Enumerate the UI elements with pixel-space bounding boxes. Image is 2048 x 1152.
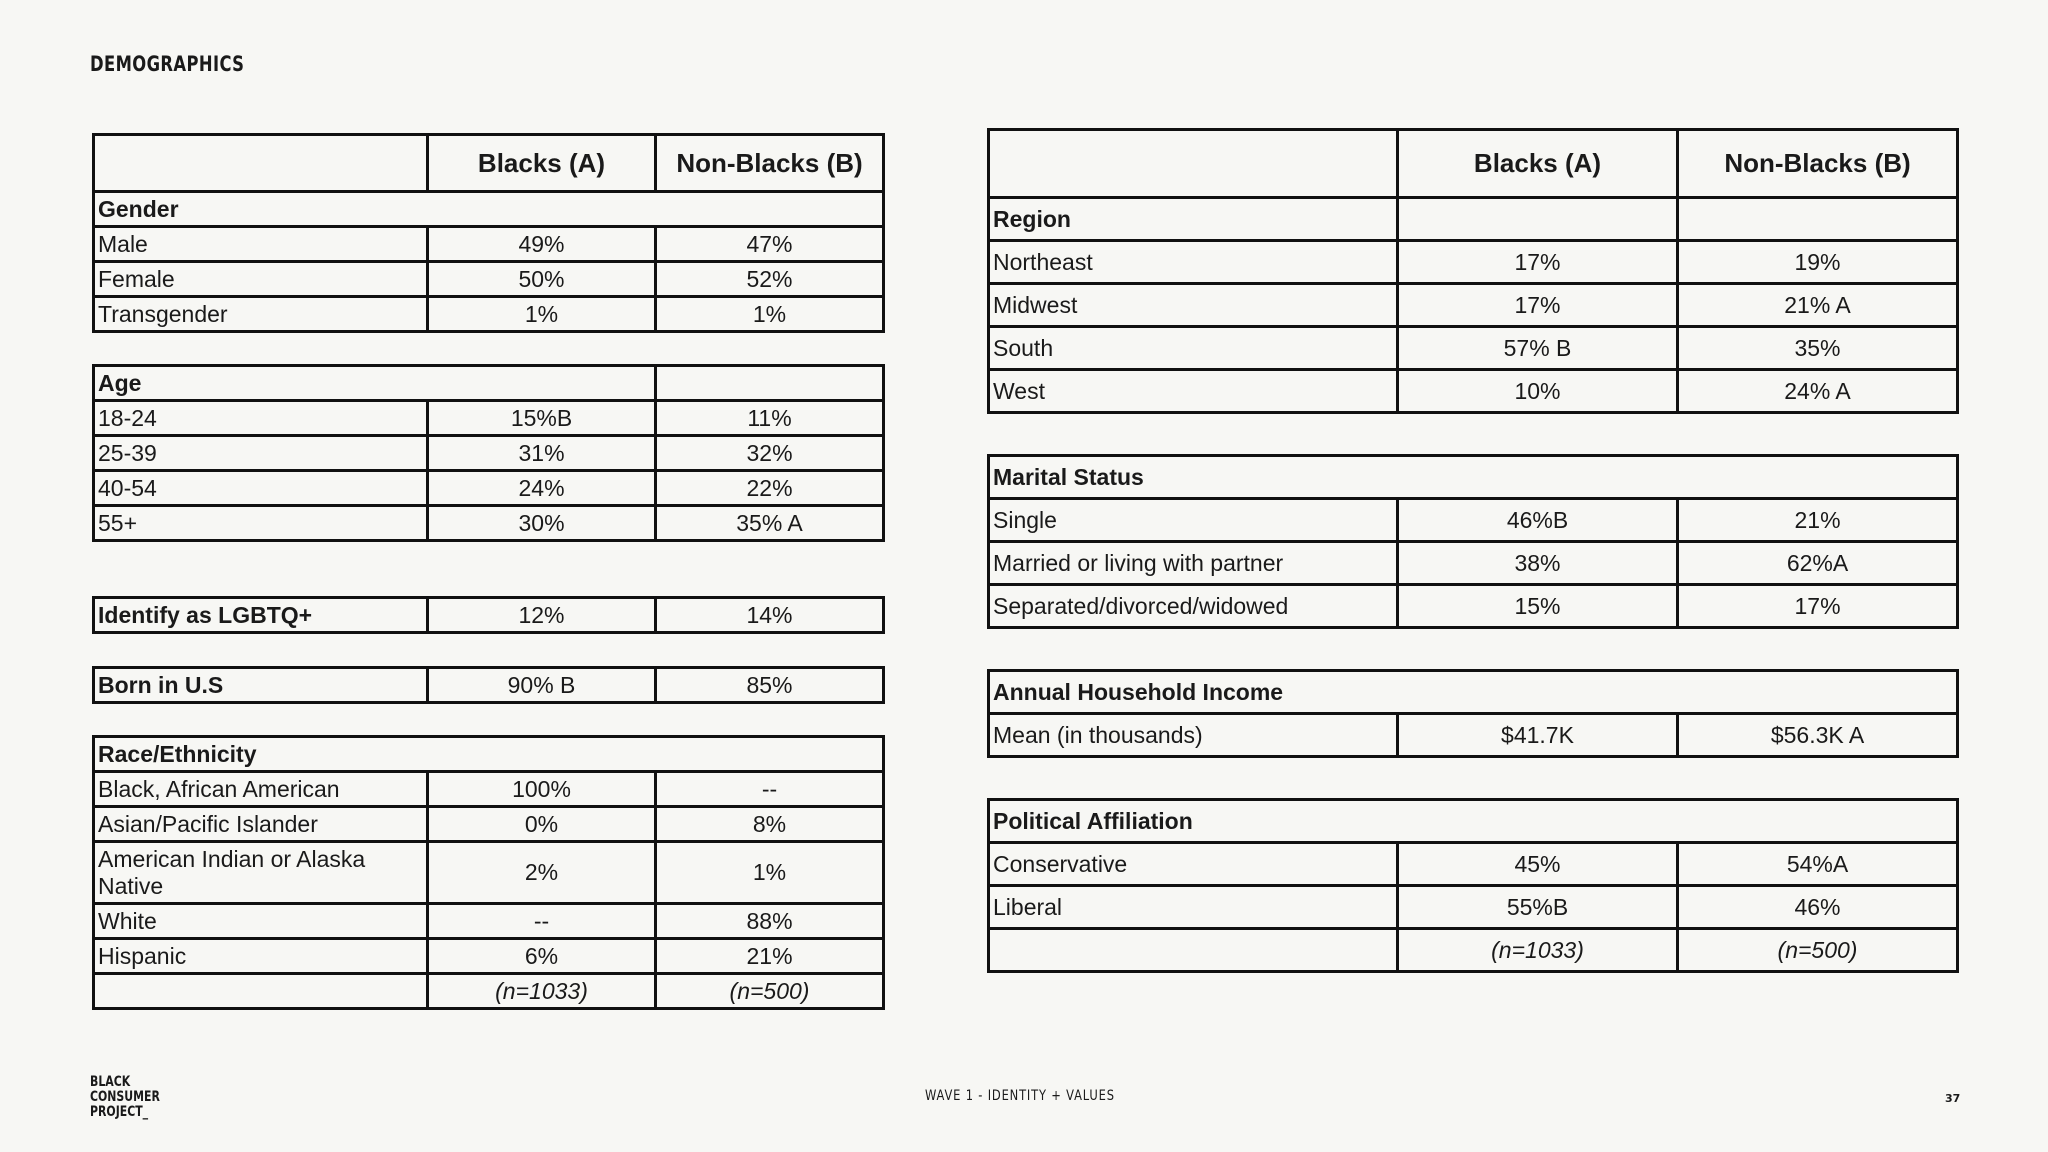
table-row [94, 904, 884, 939]
row-label: Transgender [94, 297, 428, 332]
row-label: Northeast [989, 241, 1398, 284]
table-row [94, 506, 884, 541]
header-blank [989, 130, 1398, 198]
value-b: $56.3K A [1678, 714, 1958, 757]
footer-section-label: WAVE 1 - IDENTITY + VALUES [925, 1088, 1115, 1104]
value-a: 12% [428, 598, 656, 633]
column-header-blacks: Blacks (A) [428, 135, 656, 192]
table-row [989, 714, 1958, 757]
header-blank [94, 135, 428, 192]
section-title-marital: Marital Status [989, 456, 1958, 499]
row-label: 55+ [94, 506, 428, 541]
value-a: 15% [1398, 585, 1678, 628]
region-table [987, 128, 1959, 414]
value-a: 46%B [1398, 499, 1678, 542]
row-label: American Indian or Alaska Native [94, 842, 428, 904]
table-row [989, 327, 1958, 370]
value-a: 31% [428, 436, 656, 471]
value-a: 50% [428, 262, 656, 297]
table-row [989, 843, 1958, 886]
page-number: 37 [1945, 1092, 1961, 1105]
value-b: 54%A [1678, 843, 1958, 886]
table-row [94, 807, 884, 842]
value-a: 55%B [1398, 886, 1678, 929]
logo [90, 1075, 160, 1120]
value-b: 62%A [1678, 542, 1958, 585]
lgbtq-table [92, 596, 885, 634]
value-a: 10% [1398, 370, 1678, 413]
value-b: 11% [656, 401, 884, 436]
value-a: 45% [1398, 843, 1678, 886]
value-b: -- [656, 772, 884, 807]
value-a: 38% [1398, 542, 1678, 585]
row-label: Born in U.S [94, 668, 428, 703]
income-table [987, 669, 1959, 758]
row-label: Black, African American [94, 772, 428, 807]
value-b: 1% [656, 842, 884, 904]
table-row [989, 542, 1958, 585]
table-row [989, 370, 1958, 413]
value-a: 6% [428, 939, 656, 974]
row-label: Hispanic [94, 939, 428, 974]
sample-size-row [94, 974, 884, 1009]
row-label: Liberal [989, 886, 1398, 929]
value-b: 52% [656, 262, 884, 297]
table-row [94, 842, 884, 904]
value-b: 8% [656, 807, 884, 842]
column-header-blacks: Blacks (A) [1398, 130, 1678, 198]
value-b: 19% [1678, 241, 1958, 284]
value-b: 88% [656, 904, 884, 939]
value-b: 24% A [1678, 370, 1958, 413]
table-row [94, 471, 884, 506]
value-a: 2% [428, 842, 656, 904]
value-b: 14% [656, 598, 884, 633]
row-label: Conservative [989, 843, 1398, 886]
column-header-non-blacks: Non-Blacks (B) [1678, 130, 1958, 198]
race-table [92, 735, 885, 1010]
table-row [94, 668, 884, 703]
row-label: White [94, 904, 428, 939]
logo-line: BLACK [90, 1074, 131, 1090]
row-label: Asian/Pacific Islander [94, 807, 428, 842]
row-label: Separated/divorced/widowed [989, 585, 1398, 628]
political-table [987, 798, 1959, 973]
value-b: 21% A [1678, 284, 1958, 327]
value-a: $41.7K [1398, 714, 1678, 757]
table-row [989, 241, 1958, 284]
value-a: 30% [428, 506, 656, 541]
sample-size-row [989, 929, 1958, 972]
table-row [989, 284, 1958, 327]
table-row [989, 499, 1958, 542]
born-table [92, 666, 885, 704]
value-a: 17% [1398, 284, 1678, 327]
row-label: 40-54 [94, 471, 428, 506]
value-b: 47% [656, 227, 884, 262]
sample-size-a: (n=1033) [1398, 929, 1678, 972]
value-b: 35% [1678, 327, 1958, 370]
gender-table [92, 133, 885, 333]
row-label: 18-24 [94, 401, 428, 436]
table-row [94, 401, 884, 436]
value-b: 21% [1678, 499, 1958, 542]
table-row [94, 227, 884, 262]
value-b: 85% [656, 668, 884, 703]
table-row [989, 585, 1958, 628]
row-label: West [989, 370, 1398, 413]
empty-cell [1398, 198, 1678, 241]
section-title-race: Race/Ethnicity [94, 737, 884, 772]
table-row [94, 436, 884, 471]
empty-cell [656, 366, 884, 401]
value-b: 22% [656, 471, 884, 506]
marital-table [987, 454, 1959, 629]
empty-cell [989, 929, 1398, 972]
value-a: 49% [428, 227, 656, 262]
row-label: Married or living with partner [989, 542, 1398, 585]
sample-size-b: (n=500) [1678, 929, 1958, 972]
table-row [94, 598, 884, 633]
section-title-political: Political Affiliation [989, 800, 1958, 843]
row-label: 25-39 [94, 436, 428, 471]
value-a: 57% B [1398, 327, 1678, 370]
logo-line: CONSUMER [90, 1089, 160, 1105]
value-b: 17% [1678, 585, 1958, 628]
row-label: Male [94, 227, 428, 262]
age-table [92, 364, 885, 542]
table-row [94, 772, 884, 807]
table-row [94, 939, 884, 974]
sample-size-a: (n=1033) [428, 974, 656, 1009]
value-b: 21% [656, 939, 884, 974]
row-label: Midwest [989, 284, 1398, 327]
row-label: Mean (in thousands) [989, 714, 1398, 757]
row-label: Single [989, 499, 1398, 542]
value-a: -- [428, 904, 656, 939]
value-b: 46% [1678, 886, 1958, 929]
logo-line: PROJECT_ [90, 1104, 149, 1120]
value-a: 1% [428, 297, 656, 332]
section-title-income: Annual Household Income [989, 671, 1958, 714]
row-label: Female [94, 262, 428, 297]
section-title-age: Age [94, 366, 656, 401]
value-b: 35% A [656, 506, 884, 541]
row-label: Identify as LGBTQ+ [94, 598, 428, 633]
empty-cell [94, 974, 428, 1009]
column-header-non-blacks: Non-Blacks (B) [656, 135, 884, 192]
table-row [989, 886, 1958, 929]
table-row [94, 262, 884, 297]
page-title: DEMOGRAPHICS [90, 52, 245, 76]
value-a: 90% B [428, 668, 656, 703]
value-a: 15%B [428, 401, 656, 436]
value-a: 0% [428, 807, 656, 842]
section-title-region: Region [989, 198, 1398, 241]
value-a: 17% [1398, 241, 1678, 284]
row-label: South [989, 327, 1398, 370]
value-b: 1% [656, 297, 884, 332]
empty-cell [1678, 198, 1958, 241]
value-b: 32% [656, 436, 884, 471]
sample-size-b: (n=500) [656, 974, 884, 1009]
section-title-gender: Gender [94, 192, 884, 227]
value-a: 24% [428, 471, 656, 506]
table-row [94, 297, 884, 332]
value-a: 100% [428, 772, 656, 807]
